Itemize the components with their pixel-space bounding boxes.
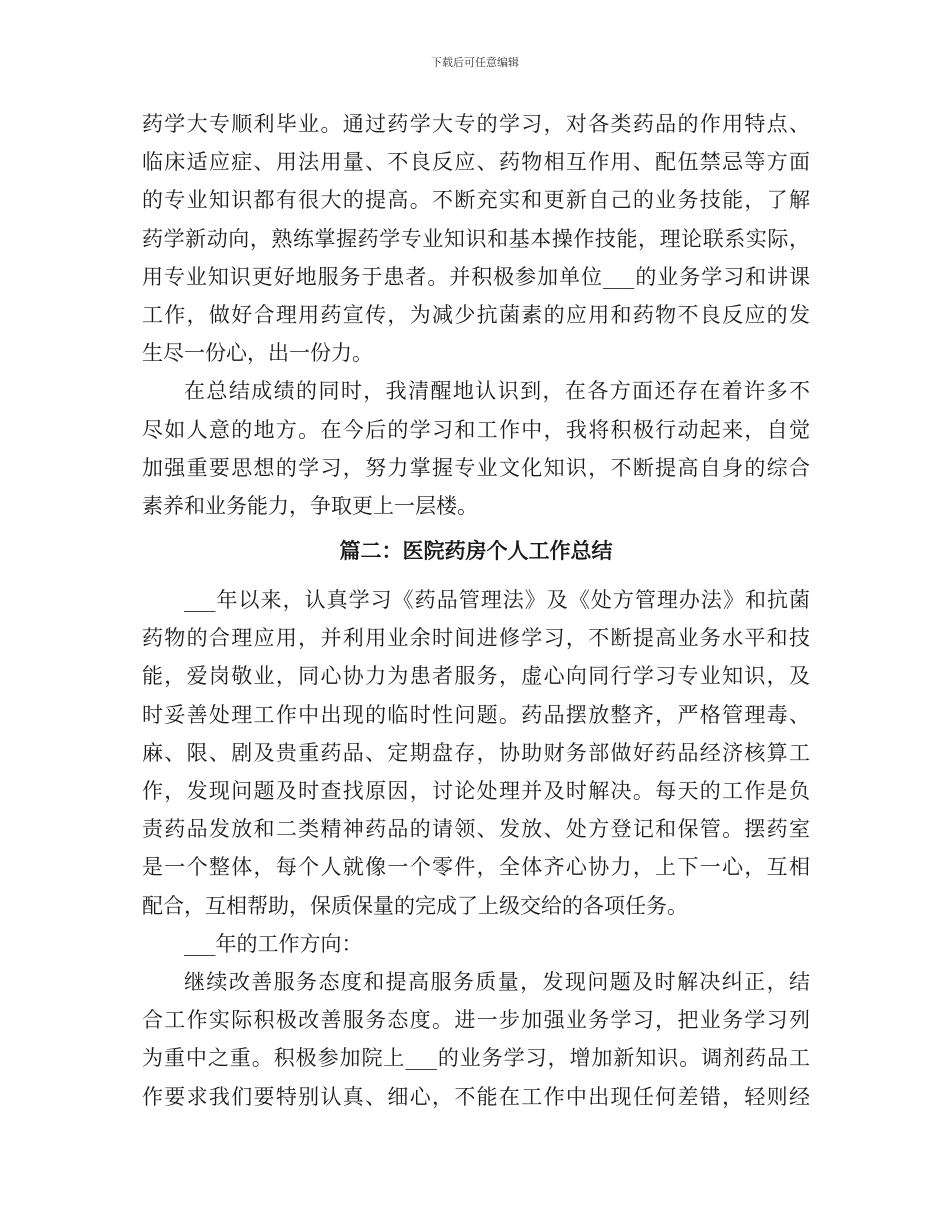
- paragraph-2: [142, 372, 810, 525]
- text-line: 能，爱岗敬业，同心协力为患者服务，虚心向同行学习专业知识，及: [142, 664, 810, 689]
- text-line: 配合，互相帮助，保质保量的完成了上级交给的各项任务。: [142, 893, 688, 918]
- text-line: 的专业知识都有很大的提高。不断充实和更新自己的业务技能，了解: [142, 188, 810, 213]
- text-line: 药物的合理应用，并利用业余时间进修学习，不断提高业务水平和技: [142, 626, 810, 651]
- text-line: ___年的工作方向：: [184, 931, 363, 956]
- text-line: 为重中之重。积极参加院上___的业务学习，增加新知识。调剂药品工: [142, 1046, 810, 1071]
- paragraph-5: [142, 963, 810, 1116]
- text-line: 素养和业务能力，争取更上一层楼。: [142, 493, 478, 518]
- text-line: 药学大专顺利毕业。通过药学大专的学习，对各类药品的作用特点、: [142, 112, 810, 136]
- text-line: 在总结成绩的同时，我清醒地认识到，在各方面还存在着许多不: [184, 379, 810, 404]
- section-heading: 篇二：医院药房个人工作总结: [339, 539, 613, 564]
- text-line: 作要求我们要特别认真、细心，不能在工作中出现任何差错，轻则经: [142, 1084, 810, 1109]
- text-line: 合工作实际积极改善服务态度。进一步加强业务学习，把业务学习列: [142, 1008, 810, 1033]
- page-header: 下载后可任意编辑: [431, 56, 519, 69]
- text-line: 用专业知识更好地服务于患者。并积极参加单位___的业务学习和讲课: [142, 264, 810, 289]
- text-line: 药学新动向，熟练掌握药学专业知识和基本操作技能，理论联系实际，: [142, 226, 810, 251]
- text-line: 加强重要思想的学习，努力掌握专业文化知识，不断提高自身的综合: [142, 455, 810, 480]
- document-body: [142, 105, 810, 1116]
- text-line: 尽如人意的地方。在今后的学习和工作中，我将积极行动起来，自觉: [142, 417, 810, 442]
- paragraph-4: [142, 925, 810, 963]
- text-line: 作，发现问题及时查找原因，讨论处理并及时解决。每天的工作是负: [142, 779, 810, 803]
- text-line: 生尽一份心，出一份力。: [142, 341, 373, 366]
- text-line: 是一个整体，每个人就像一个零件，全体齐心协力，上下一心，互相: [142, 855, 810, 880]
- text-line: 时妥善处理工作中出现的临时性问题。药品摆放整齐，严格管理毒、: [142, 702, 810, 727]
- text-line: 工作，做好合理用药宣传，为减少抗菌素的应用和药物不良反应的发: [142, 302, 810, 327]
- text-line: 麻、限、剧及贵重药品、定期盘存，协助财务部做好药品经济核算工: [142, 740, 810, 765]
- paragraph-1: [142, 105, 810, 372]
- text-line: ___年以来，认真学习《药品管理法》及《处方管理办法》和抗菌: [184, 588, 810, 613]
- text-line: 临床适应症、用法用量、不良反应、药物相互作用、配伍禁忌等方面: [142, 150, 810, 175]
- text-line: 继续改善服务态度和提高服务质量，发现问题及时解决纠正，结: [184, 969, 810, 994]
- text-line: 责药品发放和二类精神药品的请领、发放、处方登记和保管。摆药室: [142, 817, 810, 842]
- paragraph-3: [142, 581, 810, 925]
